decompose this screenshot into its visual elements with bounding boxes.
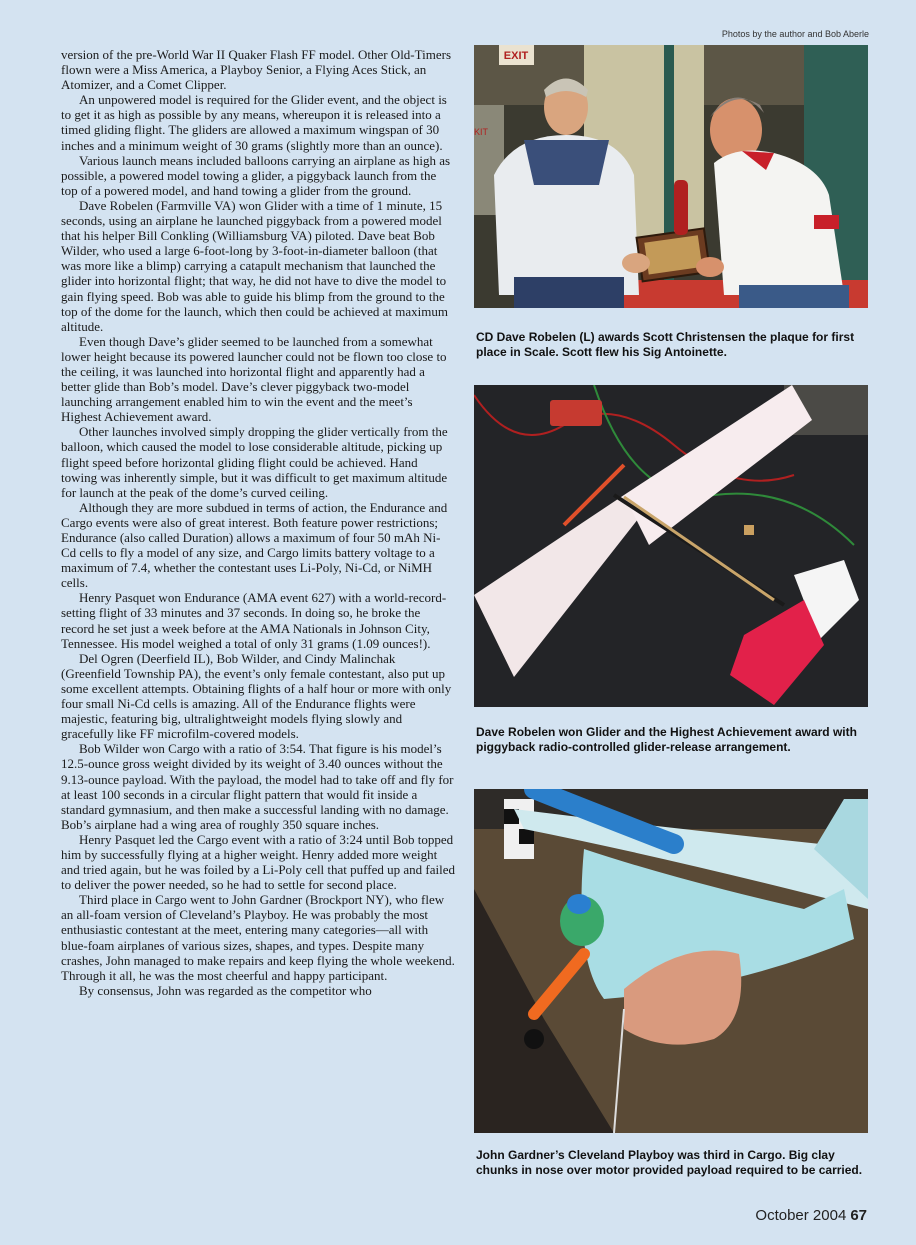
article-paragraph: An unpowered model is required for the Glider event, and the object is to get it as high as possible by any means, whereupon it is released into a timed gliding flight. The gliders are allowed a maximum wingspan of 30 inches and a minimum weight of 30 grams (slightly more than an ounce). — [61, 92, 447, 153]
article-paragraph: Del Ogren (Deerfield IL), Bob Wilder, and Cindy Malinchak (Greenfield Township PA), the event’s only female contestant, also put up some excellent attempts. Obtaining flights of a half hour or more with only four small Ni-Cd cells is amazing. All of the Endurance flights were majestic, featuring big, ultralightweight models flying slowly and gracefully like FF microfilm-covered models. — [61, 650, 452, 742]
glider-photo — [474, 385, 868, 707]
article-paragraph: Bob Wilder won Cargo with a ratio of 3:54. That figure is his model’s 12.5-ounce gross weight divided by its weight of 3.40 ounces without the 9.13-ounce payload. With the payload, the model had to take off and fly for at least 100 seconds in a circular flight pattern that would fit inside a standard gymnasium, and then make a successful landing with no damage. Bob’s airplane had a wing area of roughly 350 square inches. — [61, 741, 454, 832]
article-paragraph: Even though Dave’s glider seemed to be launched from a somewhat lower height because its powered launcher could not be flown too close to the ceiling, it was launched into horizontal flight and apparently had a better glide than Bob’s model. Dave’s clever piggyback two-model launching arrangement enabled him to win the event and the meet’s Highest Achievement award. — [61, 333, 447, 425]
glider-photo-caption: Dave Robelen won Glider and the Highest Achievement award with piggyback radio-controlled glider-release arrangement. — [476, 725, 857, 754]
article-paragraph: version of the pre-World War II Quaker Flash FF model. Other Old-Timers flown were a Miss America, a Playboy Senior, a Flying Aces Stick, an Atomizer, and a Comet Clipper. — [61, 47, 452, 93]
glider-photo-illustration — [474, 385, 868, 707]
page-footer — [755, 1207, 867, 1224]
article-paragraph: Although they are more subdued in terms of action, the Endurance and Cargo events were also of great interest. Both feature power restrictions; Endurance (also called Duration) allows a maximum of four 50 mAh Ni-Cd cells to fly a model of any size, and Cargo limits battery voltage to a maximum of 7.4, whether the contestant uses Li-Poly, Ni-Cd, or NiMH cells. — [61, 499, 448, 591]
article-paragraph: Dave Robelen (Farmville VA) won Glider with a time of 1 minute, 15 seconds, using an airplane he launched piggyback from a powered model that his helper Bill Conkling (Williamsburg VA) piloted. Dave beat Bob Wilder, who used a large 6-foot-long by 3-foot-in-diameter balloon (that was more like a blimp) carrying a catapult mechanism that launched the glider into horizontal flight; that way, he did not have to dive the model to gain flying speed. Bob was able to guide his blimp from the ground to the top of the dome for the launch, which then could be achieved at maximum altitude. — [61, 197, 448, 334]
article-body — [61, 47, 455, 998]
playboy-photo — [474, 789, 868, 1133]
article-paragraph: By consensus, John was regarded as the competitor who — [79, 982, 372, 998]
article-paragraph: Henry Pasquet won Endurance (AMA event 627) with a world-record-setting flight of 33 minutes and 37 seconds. In doing so, he broke the record he set just a week before at the AMA Nationals in Johnson City, Tennessee. His model weighed a total of only 31 grams (1.09 ounces!). — [61, 590, 447, 651]
page-number: 67 — [850, 1207, 867, 1224]
playboy-photo-illustration — [474, 789, 868, 1133]
article-paragraph: Third place in Cargo went to John Gardner (Brockport NY), who flew an all-foam version of Cleveland’s Playboy. He was probably the most enthusiastic contestant at the meet, entering many categories—all with blue-foam airplanes of various sizes, shapes, and types. Despite many crashes, John managed to make repairs and keep flying the whole weekend. Through it all, he was the most cheerful and happy participant. — [61, 892, 455, 983]
door-sign-text: KIT — [474, 127, 489, 137]
issue-date: October 2004 — [755, 1207, 847, 1224]
playboy-photo-caption: John Gardner’s Cleveland Playboy was third in Cargo. Big clay chunks in nose over motor provided payload required to be carried. — [476, 1148, 863, 1177]
article-paragraph: Henry Pasquet led the Cargo event with a ratio of 3:24 until Bob topped him by successfully flying at a higher weight. Henry added more weight and tried again, but he was foiled by a Li-Poly cell that puffed up and failed to deliver the power needed, so he had to settle for second place. — [61, 831, 455, 893]
award-photo-illustration — [474, 45, 868, 308]
award-photo — [474, 45, 868, 308]
article-paragraph: Various launch means included balloons carrying an airplane as high as possible, a powered model towing a glider, a piggyback launch from the top of a powered model, and hand towing a glider from the ground. — [61, 152, 451, 198]
photo-credit: Photos by the author and Bob Aberle — [721, 29, 869, 39]
exit-sign-text: EXIT — [503, 50, 529, 62]
article-paragraph: Other launches involved simply dropping the glider vertically from the balloon, which caused the model to lose considerable altitude, picking up flight speed before horizontal gliding flight could be achieved. Hand towing was inherently simple, but it was difficult to get maximum altitude for launch at the peak of the dome’s curved ceiling. — [61, 424, 448, 500]
award-photo-caption: CD Dave Robelen (L) awards Scott Christensen the plaque for first place in Scale. Scott flew his Sig Antoinette. — [476, 330, 855, 359]
